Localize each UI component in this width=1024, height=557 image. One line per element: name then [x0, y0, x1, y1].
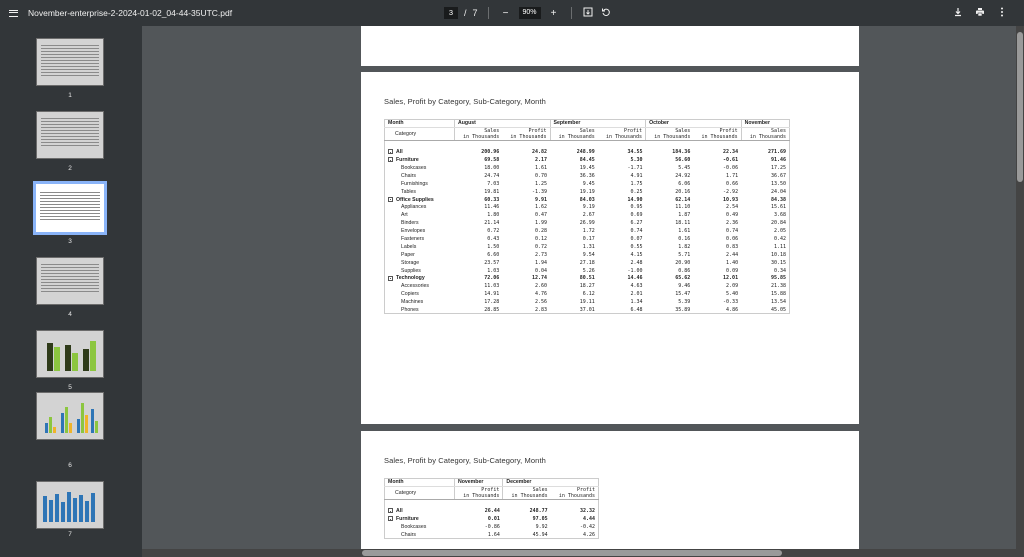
value-cell: 4.91	[630, 172, 643, 179]
pdf-page-current	[361, 72, 859, 424]
value-cell: 80.51	[579, 275, 595, 282]
value-cell: 7.03	[487, 180, 500, 187]
value-cell: 2.67	[582, 212, 595, 219]
table-row	[385, 196, 790, 204]
value-cell: 15.88	[770, 291, 786, 298]
value-cell: 4.26	[582, 531, 595, 538]
table-row	[385, 275, 790, 283]
value-cell: 24.74	[484, 172, 500, 179]
report-title: Sales, Profit by Category, Sub-Category, Month	[384, 97, 546, 106]
value-cell: 0.74	[630, 228, 643, 235]
value-cell: 15.47	[675, 291, 691, 298]
value-cell: -1.00	[627, 267, 643, 274]
value-cell: 26.99	[579, 220, 595, 227]
value-cell: 1.61	[678, 228, 691, 235]
value-cell: 56.60	[675, 157, 691, 164]
value-cell: 2.17	[534, 157, 548, 164]
value-cell: 1.03	[487, 267, 500, 274]
value-cell: 21.38	[770, 283, 786, 290]
thumbnail-label: 7	[68, 531, 72, 538]
value-cell: 18.27	[579, 283, 595, 290]
value-cell: 14.91	[484, 291, 500, 298]
value-cell: 0.07	[630, 236, 643, 243]
value-cell: 0.55	[630, 243, 643, 250]
collapse-icon[interactable]	[388, 508, 393, 513]
month-header-row	[385, 479, 599, 487]
value-cell: 0.72	[487, 228, 500, 235]
row-label: Chairs	[401, 172, 416, 179]
table-row	[385, 267, 790, 275]
value-cell: -2.92	[723, 188, 739, 195]
month-column-header: November	[455, 479, 503, 487]
value-cell: 1.25	[534, 180, 548, 187]
print-icon[interactable]	[974, 7, 986, 20]
value-cell: 84.38	[770, 196, 786, 203]
value-cell: 30.15	[770, 259, 786, 266]
value-cell: 2.54	[726, 204, 739, 211]
report-table	[384, 119, 790, 314]
value-cell: 6.06	[678, 180, 691, 187]
value-cell: 14.46	[627, 275, 643, 282]
pdf-page-next	[361, 431, 859, 557]
table-row	[385, 235, 790, 243]
row-label: Binders	[401, 220, 419, 227]
zoom-in-button[interactable]: +	[550, 7, 557, 19]
value-cell: 2.60	[534, 283, 548, 290]
value-cell: 6.12	[582, 291, 595, 298]
document-viewer[interactable]	[142, 26, 1024, 557]
row-label: Supplies	[401, 267, 421, 274]
row-label: Art	[401, 212, 408, 219]
value-cell: 69.58	[484, 157, 500, 164]
row-label[interactable]: All	[385, 507, 455, 515]
scrollbar-thumb[interactable]	[1017, 32, 1023, 182]
value-cell: 9.54	[582, 251, 595, 258]
value-cell: 23.57	[484, 259, 500, 266]
document-title: November-enterprise-2-2024-01-02_04-44-35UTC.pdf	[28, 8, 233, 18]
vertical-scrollbar[interactable]	[1016, 26, 1024, 557]
value-cell: 0.66	[726, 180, 739, 187]
value-cell: 5.30	[630, 157, 643, 164]
value-cell: 11.46	[484, 204, 500, 211]
value-cell: 0.43	[487, 236, 500, 243]
row-label: Bookcases	[401, 524, 427, 530]
value-cell: 5.26	[582, 267, 595, 274]
table-row	[385, 156, 790, 164]
collapse-icon[interactable]	[388, 276, 393, 281]
fit-page-icon[interactable]	[582, 7, 594, 20]
category-header: Category	[385, 127, 455, 140]
row-label: Storage	[401, 259, 420, 266]
value-cell: 0.25	[630, 188, 643, 195]
value-cell: 18.11	[675, 220, 691, 227]
month-column-header: August	[455, 120, 551, 128]
row-label[interactable]: Technology	[385, 275, 455, 283]
profit-header: Profit in Thousands	[455, 486, 503, 499]
value-cell: 1.64	[487, 531, 500, 538]
value-cell: 9.91	[534, 196, 548, 203]
table-row	[385, 515, 599, 523]
value-cell: 18.00	[484, 165, 500, 171]
value-cell: 271.69	[767, 149, 786, 156]
report-table-continued	[384, 478, 599, 539]
collapse-icon[interactable]	[388, 516, 393, 521]
value-cell: 4.15	[630, 251, 643, 258]
table-row	[385, 523, 599, 531]
table-row	[385, 531, 599, 539]
profit-header: Profit in Thousands	[693, 127, 741, 140]
value-cell: 17.25	[770, 165, 786, 171]
sales-header: Sales in Thousands	[455, 127, 503, 140]
page-thumbnail-3[interactable]	[33, 181, 107, 235]
page-thumbnail-1[interactable]	[36, 38, 104, 86]
value-cell: 27.18	[579, 259, 595, 266]
current-page-input[interactable]: 3	[444, 7, 458, 19]
table-row	[385, 507, 599, 515]
value-cell: 2.44	[726, 251, 739, 258]
row-label: Paper	[401, 251, 415, 258]
page-controls	[444, 0, 612, 26]
value-cell: 1.80	[487, 212, 500, 219]
value-cell: 4.44	[582, 516, 595, 523]
collapse-icon[interactable]	[388, 197, 393, 202]
row-label[interactable]: All	[385, 148, 455, 156]
value-cell: 9.45	[582, 180, 595, 187]
thumbnail-label: 6	[68, 462, 72, 469]
toolbar-divider	[488, 7, 489, 19]
sales-header: Sales in Thousands	[503, 486, 551, 499]
value-cell: 91.46	[770, 157, 786, 164]
thumbnail-label: 1	[68, 92, 72, 99]
value-cell: 28.85	[484, 306, 500, 313]
sales-header: Sales in Thousands	[741, 127, 789, 140]
row-label: Accessories	[401, 283, 429, 290]
value-cell: -0.61	[723, 157, 739, 164]
value-cell: 36.67	[770, 172, 786, 179]
value-cell: 6.27	[630, 220, 643, 227]
value-cell: 9.92	[535, 524, 548, 530]
scrollbar-thumb[interactable]	[362, 550, 782, 556]
month-header-row	[385, 120, 790, 128]
value-cell: 0.86	[678, 267, 691, 274]
toolbar-divider	[571, 7, 572, 19]
value-cell: 10.93	[723, 196, 739, 203]
value-cell: 4.86	[726, 306, 739, 313]
value-cell: -1.39	[531, 188, 548, 195]
value-cell: 9.19	[582, 204, 595, 211]
table-row	[385, 188, 790, 196]
profit-header: Profit in Thousands	[551, 486, 599, 499]
value-cell: 6.60	[487, 251, 500, 258]
value-cell: 1.99	[534, 220, 548, 227]
value-cell: 0.47	[534, 212, 548, 219]
value-cell: 0.70	[534, 172, 548, 179]
row-label[interactable]: Furniture	[385, 515, 455, 523]
value-cell: 17.28	[484, 299, 500, 306]
value-cell: 184.36	[672, 149, 691, 156]
toolbar-actions	[952, 0, 1008, 26]
value-cell: 0.04	[534, 267, 548, 274]
table-row	[385, 148, 790, 156]
table-row	[385, 204, 790, 212]
value-cell: 0.16	[678, 236, 691, 243]
value-cell: 84.03	[579, 196, 595, 203]
value-cell: 10.18	[770, 251, 786, 258]
value-cell: 24.92	[675, 172, 691, 179]
menu-button[interactable]	[0, 0, 26, 26]
row-label: Chairs	[401, 531, 416, 538]
table-row	[385, 282, 790, 290]
value-cell: 22.34	[723, 149, 739, 156]
value-cell: 84.45	[579, 157, 595, 164]
value-cell: 95.85	[770, 275, 786, 282]
pdf-page-previous	[361, 26, 859, 66]
value-cell: 11.03	[484, 283, 500, 290]
menu-icon	[9, 10, 18, 17]
value-cell: 0.72	[534, 243, 548, 250]
month-column-header: November	[741, 120, 789, 128]
table-row	[385, 259, 790, 267]
table-row	[385, 227, 790, 235]
value-cell: 24.82	[531, 149, 548, 156]
value-cell: 1.62	[534, 204, 548, 211]
value-cell: 12.74	[531, 275, 548, 282]
thumbnail-label: 2	[68, 165, 72, 172]
value-cell: 37.01	[579, 306, 595, 313]
value-cell: 0.09	[726, 267, 739, 274]
row-label: Labels	[401, 243, 417, 250]
row-label: Furnishings	[401, 180, 428, 187]
value-cell: 1.40	[726, 259, 739, 266]
row-label: Copiers	[401, 291, 419, 298]
value-cell: 0.74	[726, 228, 739, 235]
measure-header-row	[385, 486, 599, 499]
value-cell: 1.82	[678, 243, 691, 250]
value-cell: 3.68	[773, 212, 786, 219]
value-cell: 19.11	[579, 299, 595, 306]
value-cell: 15.61	[770, 204, 786, 211]
value-cell: 1.31	[582, 243, 595, 250]
value-cell: -0.33	[723, 299, 739, 306]
download-icon[interactable]	[952, 7, 964, 20]
thumbnail-label: 5	[68, 384, 72, 391]
value-cell: 45.05	[770, 306, 786, 313]
collapse-icon[interactable]	[388, 157, 393, 162]
value-cell: 200.96	[481, 149, 500, 156]
category-header: Category	[385, 486, 455, 499]
value-cell: 1.61	[534, 165, 548, 171]
value-cell: 36.36	[579, 172, 595, 179]
value-cell: -0.06	[723, 165, 739, 171]
value-cell: 2.01	[630, 291, 643, 298]
value-cell: 5.45	[678, 165, 691, 171]
row-label: Tables	[401, 188, 416, 195]
table-row	[385, 290, 790, 298]
value-cell: 34.55	[627, 149, 643, 156]
value-cell: 0.12	[534, 236, 548, 243]
value-cell: 0.95	[630, 204, 643, 211]
value-cell: 19.81	[484, 188, 500, 195]
value-cell: 72.06	[484, 275, 500, 282]
total-pages: 7	[472, 8, 478, 18]
value-cell: 0.42	[773, 236, 786, 243]
value-cell: 60.33	[484, 196, 500, 203]
table-row	[385, 211, 790, 219]
month-column-header: October	[646, 120, 742, 128]
page-thumbnail-4[interactable]	[36, 257, 104, 305]
value-cell: 26.44	[484, 508, 500, 515]
value-cell: 5.71	[678, 251, 691, 258]
sales-header: Sales in Thousands	[550, 127, 598, 140]
value-cell: 45.94	[532, 531, 548, 538]
value-cell: 13.54	[770, 299, 786, 306]
value-cell: -0.86	[484, 524, 500, 530]
month-header: Month	[385, 120, 455, 128]
value-cell: 0.34	[773, 267, 786, 274]
value-cell: 1.50	[487, 243, 500, 250]
value-cell: 0.69	[630, 212, 643, 219]
value-cell: 2.56	[534, 299, 548, 306]
value-cell: 0.49	[726, 212, 739, 219]
value-cell: 1.72	[582, 228, 595, 235]
value-cell: 14.90	[627, 196, 643, 203]
value-cell: 2.83	[534, 306, 548, 313]
thumbnail-sidebar	[0, 26, 142, 557]
profit-header: Profit in Thousands	[502, 127, 550, 140]
value-cell: 0.17	[582, 236, 595, 243]
value-cell: 0.06	[726, 236, 739, 243]
row-label[interactable]: Office Supplies	[385, 196, 455, 204]
row-label: Machines	[401, 299, 424, 306]
value-cell: 11.10	[675, 204, 691, 211]
month-header: Month	[385, 479, 455, 487]
value-cell: 32.32	[579, 508, 595, 515]
value-cell: 4.76	[534, 291, 548, 298]
value-cell: 248.99	[576, 149, 595, 156]
page-thumbnail-5[interactable]	[36, 330, 104, 378]
report-title: Sales, Profit by Category, Sub-Category, Month	[384, 456, 546, 465]
value-cell: 6.48	[630, 306, 643, 313]
value-cell: 62.14	[675, 196, 691, 203]
value-cell: 5.40	[726, 291, 739, 298]
value-cell: -1.71	[627, 165, 643, 171]
value-cell: 97.05	[532, 516, 548, 523]
value-cell: 2.09	[726, 283, 739, 290]
value-cell: 1.34	[630, 299, 643, 306]
thumbnail-label: 4	[68, 311, 72, 318]
table-row	[385, 306, 790, 314]
more-options-icon[interactable]	[996, 7, 1008, 20]
table-row	[385, 243, 790, 251]
row-label: Appliances	[401, 204, 427, 211]
table-row	[385, 180, 790, 188]
value-cell: 2.05	[773, 228, 786, 235]
value-cell: 20.84	[770, 220, 786, 227]
rotate-icon[interactable]	[600, 7, 612, 20]
row-label[interactable]: Furniture	[385, 156, 455, 164]
page-thumbnail-2[interactable]	[36, 111, 104, 159]
table-row	[385, 164, 790, 172]
page-thumbnail-6[interactable]	[36, 392, 104, 440]
value-cell: 248.77	[529, 508, 548, 515]
value-cell: 35.89	[675, 306, 691, 313]
page-thumbnail-7[interactable]	[36, 481, 104, 529]
profit-header: Profit in Thousands	[598, 127, 646, 140]
page-separator: /	[464, 8, 467, 18]
pdf-toolbar	[0, 0, 1024, 26]
horizontal-scrollbar[interactable]	[142, 549, 1016, 557]
value-cell: -0.42	[579, 524, 595, 530]
collapse-icon[interactable]	[388, 149, 393, 154]
value-cell: 20.90	[675, 259, 691, 266]
value-cell: 24.04	[770, 188, 786, 195]
month-column-header: December	[503, 479, 599, 487]
value-cell: 9.46	[678, 283, 691, 290]
value-cell: 2.73	[534, 251, 548, 258]
value-cell: 0.83	[726, 243, 739, 250]
value-cell: 12.01	[723, 275, 739, 282]
value-cell: 19.45	[579, 165, 595, 171]
value-cell: 2.48	[630, 259, 643, 266]
zoom-level-input[interactable]: 90%	[519, 7, 541, 19]
value-cell: 5.39	[678, 299, 691, 306]
row-label: Phones	[401, 306, 419, 313]
value-cell: 1.11	[773, 243, 786, 250]
measure-header-row	[385, 127, 790, 140]
value-cell: 1.75	[630, 180, 643, 187]
value-cell: 65.62	[675, 275, 691, 282]
table-row	[385, 172, 790, 180]
value-cell: 1.94	[534, 259, 548, 266]
month-column-header: September	[550, 120, 646, 128]
value-cell: 13.50	[770, 180, 786, 187]
table-row	[385, 251, 790, 259]
report-rows	[385, 499, 599, 538]
table-row	[385, 298, 790, 306]
value-cell: 0.01	[487, 516, 500, 523]
zoom-out-button[interactable]: −	[502, 7, 509, 19]
thumbnail-label: 3	[68, 238, 72, 245]
report-rows	[385, 140, 790, 314]
value-cell: 2.36	[726, 220, 739, 227]
table-row	[385, 219, 790, 227]
row-label: Fasteners	[401, 236, 425, 243]
row-label: Bookcases	[401, 165, 427, 171]
row-label: Envelopes	[401, 228, 426, 235]
value-cell: 19.19	[579, 188, 595, 195]
value-cell: 20.16	[675, 188, 691, 195]
value-cell: 21.14	[484, 220, 500, 227]
sales-header: Sales in Thousands	[646, 127, 694, 140]
value-cell: 0.28	[534, 228, 548, 235]
value-cell: 4.63	[630, 283, 643, 290]
value-cell: 1.71	[726, 172, 739, 179]
value-cell: 1.87	[678, 212, 691, 219]
